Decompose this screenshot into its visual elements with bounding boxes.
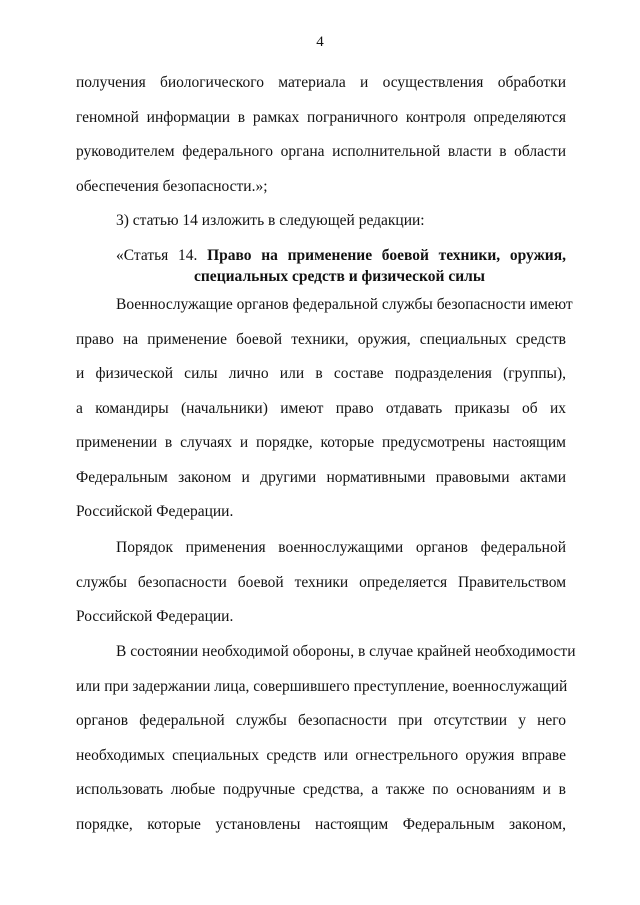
text-line: а командиры (начальники) имеют право отдавать приказы об их xyxy=(76,399,566,417)
text-line: органов федеральной службы безопасности при отсутствии у него xyxy=(76,712,566,729)
item-3-text: 3) статью 14 изложить в следующей редакции: xyxy=(116,212,425,229)
text-line: применении в случаях и порядке, которые предусмотрены настоящим xyxy=(76,434,566,451)
page-number: 4 xyxy=(316,34,324,50)
text-line: необходимых специальных средств или огнестрельного оружия вправе xyxy=(76,746,566,764)
text-line: и физической силы лично или в составе подразделения (группы), xyxy=(76,365,566,382)
text-line: порядке, которые установлены настоящим Федеральным законом, xyxy=(76,815,566,833)
article-title-line-2: специальных средств и физической силы xyxy=(194,268,485,285)
article-prefix: «Статья 14. xyxy=(116,247,198,264)
paragraph xyxy=(76,531,566,635)
text-line: право на применение боевой техники, оружия, специальных средств xyxy=(76,330,566,348)
text-line: Военнослужащие органов федеральной службы безопасности имеют xyxy=(116,296,573,313)
text-line: В состоянии необходимой обороны, в случае крайней необходимости xyxy=(116,643,576,660)
article-heading-line xyxy=(116,245,566,266)
text-line: службы безопасности боевой техники определяется Правительством xyxy=(76,573,566,591)
text-line: Российской Федерации. xyxy=(76,503,234,520)
text-line: получения биологического материала и осуществления обработки xyxy=(76,74,566,91)
paragraph xyxy=(76,288,573,530)
text-line: Порядок применения военнослужащими органов федеральной xyxy=(116,539,566,556)
text-line: Федеральным законом и другими нормативными правовыми актами xyxy=(76,468,566,486)
text-line: обеспечения безопасности.»; xyxy=(76,177,268,195)
paragraph xyxy=(76,635,576,842)
paragraph-continuation xyxy=(76,66,566,204)
text-line: руководителем федерального органа исполнительной власти в области xyxy=(76,143,566,160)
article-heading xyxy=(116,245,566,287)
text-line: или при задержании лица, совершившего преступление, военнослужащий xyxy=(76,677,568,695)
amendment-item xyxy=(116,204,566,239)
text-line: геномной информации в рамках пограничного контроля определяются xyxy=(76,108,566,126)
text-line: Российской Федерации. xyxy=(76,608,234,625)
article-title-line-1: Право на применение боевой техники, оружия, xyxy=(207,247,566,264)
text-line: использовать любые подручные средства, а также по основаниям и в xyxy=(76,781,566,798)
